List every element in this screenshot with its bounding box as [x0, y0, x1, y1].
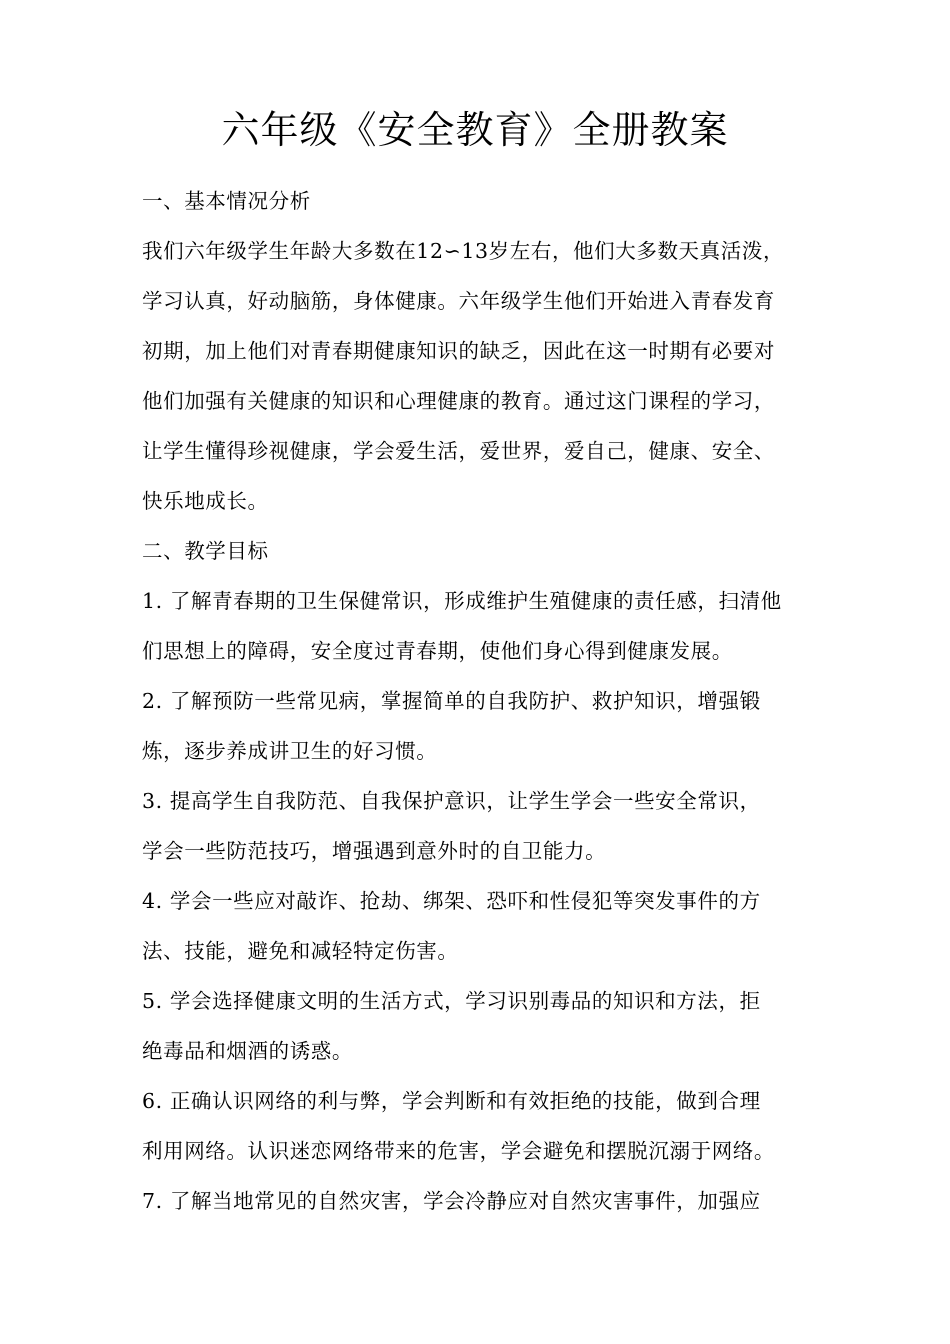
goal-item-line: 2. 了解预防一些常见病，掌握简单的自我防护、救护知识，增强锻 [142, 689, 761, 713]
goal-item-line: 学会一些防范技巧，增强遇到意外时的自卫能力。 [142, 839, 607, 863]
body-line: 让学生懂得珍视健康，学会爱生活，爱世界，爱自己，健康、安全、 [142, 439, 775, 463]
body-line: 学习认真，好动脑筋，身体健康。六年级学生他们开始进入青春发育 [142, 289, 775, 313]
body-line: 我们六年级学生年龄大多数在12∽13岁左右，他们大多数天真活泼， [142, 239, 785, 263]
goal-item-line: 炼，逐步养成讲卫生的好习惯。 [142, 739, 438, 763]
document-title: 六年级《安全教育》全册教案 [221, 108, 729, 152]
section-heading-goals: 二、教学目标 [142, 539, 269, 563]
goal-item-line: 6. 正确认识网络的利与弊，学会判断和有效拒绝的技能，做到合理 [142, 1089, 761, 1113]
body-line: 快乐地成长。 [142, 489, 269, 513]
goal-item-line: 5. 学会选择健康文明的生活方式，学习识别毒品的知识和方法，拒 [142, 989, 761, 1013]
body-line: 他们加强有关健康的知识和心理健康的教育。通过这门课程的学习， [142, 389, 775, 413]
goal-item-line: 们思想上的障碍，安全度过青春期，使他们身心得到健康发展。 [142, 639, 733, 663]
goal-item-line: 绝毒品和烟酒的诱惑。 [142, 1039, 353, 1063]
goal-item-line: 3. 提高学生自我防范、自我保护意识，让学生学会一些安全常识， [142, 789, 761, 813]
goal-item-line: 利用网络。认识迷恋网络带来的危害，学会避免和摆脱沉溺于网络。 [142, 1139, 775, 1163]
goal-item-line: 法、技能，避免和减轻特定伤害。 [142, 939, 459, 963]
section-heading-situation: 一、基本情况分析 [142, 189, 311, 213]
goal-item-line: 7. 了解当地常见的自然灾害，学会冷静应对自然灾害事件，加强应 [142, 1189, 761, 1213]
goal-item-line: 1. 了解青春期的卫生保健常识，形成维护生殖健康的责任感，扫清他 [142, 589, 782, 613]
goal-item-line: 4. 学会一些应对敲诈、抢劫、绑架、恐吓和性侵犯等突发事件的方 [142, 889, 761, 913]
body-line: 初期，加上他们对青春期健康知识的缺乏，因此在这一时期有必要对 [142, 339, 775, 363]
